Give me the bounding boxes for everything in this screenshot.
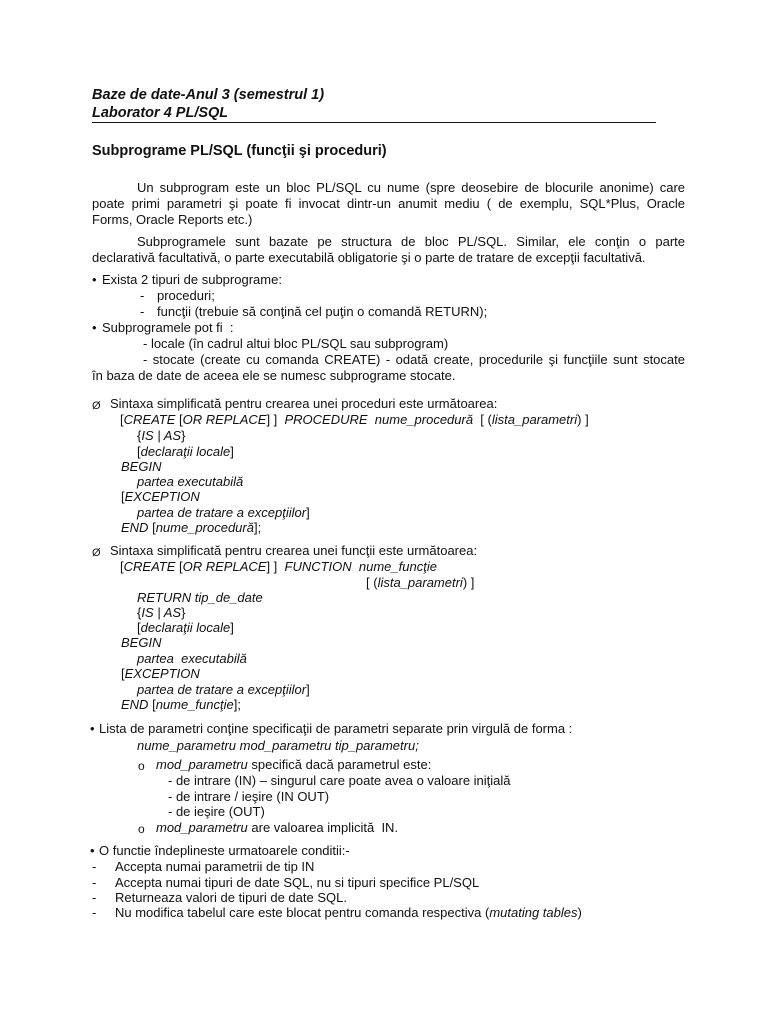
- kinds-intro: Subprogramele pot fi :: [102, 320, 234, 335]
- types-dash-2: -: [140, 304, 145, 319]
- function-syntax-line-is-as: {IS | AS}: [137, 605, 186, 620]
- function-syntax-line-declarations: [declaraţii locale]: [137, 620, 234, 635]
- intro-p1-line1: Un subprogram este un bloc PL/SQL cu nume (spre deosebire de blocurile anonime) care: [137, 180, 685, 195]
- header-lab: Laborator 4 PL/SQL: [92, 105, 229, 121]
- function-syntax-line-params: [ (lista_parametri) ]: [366, 575, 475, 590]
- params-circle-1: o: [138, 759, 145, 773]
- params-default-line: mod_parametru are valoarea implicită IN.: [156, 820, 399, 835]
- intro-p2-line2: declarativă facultativă, o parte executabilă obligatorie şi o parte de tratare de excepţii facultativă.: [92, 250, 646, 265]
- params-mod-line: mod_parametru specifică dacă parametrul este:: [156, 757, 432, 772]
- conditions-dash-1: -: [92, 859, 97, 874]
- procedure-syntax-line-handler: partea de tratare a excepţiilor]: [137, 505, 310, 520]
- function-marker: Ø: [92, 547, 101, 559]
- types-bullet: •: [92, 272, 97, 287]
- conditions-dash-3: -: [92, 890, 97, 905]
- params-circle-2: o: [138, 822, 145, 836]
- types-item-functions: funcţii (trebuie să conţină cel puţin o comandă RETURN);: [157, 304, 488, 319]
- params-mode-in-out: - de intrare / ieşire (IN OUT): [168, 789, 330, 804]
- function-syntax-intro: Sintaxa simplificată pentru crearea unei funcţii este următoarea:: [110, 543, 478, 558]
- function-syntax-line-create: [CREATE [OR REPLACE] ] FUNCTION nume_funcţie: [120, 559, 437, 574]
- procedure-syntax-line-create: [CREATE [OR REPLACE] ] PROCEDURE nume_procedură [ (lista_parametri) ]: [120, 412, 589, 427]
- procedure-syntax-line-executable: partea executabilă: [137, 474, 244, 489]
- conditions-dash-4: -: [92, 905, 97, 920]
- kinds-item-stored: - stocate (create cu comanda CREATE) - odată create, procedurile şi funcţiile sunt stocate: [143, 352, 685, 367]
- intro-p2-line1: Subprogramele sunt bazate pe structura de bloc PL/SQL. Similar, ele conţin o parte: [137, 234, 685, 249]
- conditions-item-4: Nu modifica tabelul care este blocat pentru comanda respectiva (mutating tables): [115, 905, 582, 920]
- procedure-syntax-line-begin: BEGIN: [121, 459, 162, 474]
- header-rule: [92, 122, 656, 123]
- conditions-item-1: Accepta numai parametrii de tip IN: [115, 859, 315, 874]
- conditions-item-3: Returneaza valori de tipuri de date SQL.: [115, 890, 347, 905]
- procedure-syntax-line-exception: [EXCEPTION: [121, 489, 200, 504]
- kinds-item-local: - locale (în cadrul altui bloc PL/SQL sau subprogram): [143, 336, 449, 351]
- kinds-bullet: •: [92, 320, 97, 335]
- types-dash-1: -: [140, 288, 145, 303]
- kinds-item-stored-cont: în baza de date de aceea ele se numesc subprograme stocate.: [92, 368, 456, 383]
- function-syntax-line-handler: partea de tratare a excepţiilor]: [137, 682, 310, 697]
- function-syntax-line-return: RETURN tip_de_date: [137, 590, 263, 605]
- conditions-bullet: •: [90, 843, 95, 858]
- function-syntax-line-begin: BEGIN: [121, 635, 162, 650]
- procedure-marker: Ø: [92, 400, 101, 412]
- function-syntax-line-executable: partea executabilă: [137, 651, 247, 666]
- params-form: nume_parametru mod_parametru tip_parametru;: [137, 738, 419, 753]
- conditions-intro: O functie îndeplineste urmatoarele conditii:-: [99, 843, 350, 858]
- function-syntax-line-end: END [nume_funcţie];: [121, 697, 241, 712]
- params-bullet: •: [90, 721, 95, 736]
- procedure-syntax-line-declarations: [declaraţii locale]: [137, 444, 234, 459]
- params-intro: Lista de parametri conţine specificaţii de parametri separate prin virgulă de forma :: [99, 721, 573, 736]
- types-item-procedures: proceduri;: [157, 288, 215, 303]
- procedure-syntax-intro: Sintaxa simplificată pentru crearea unei proceduri este următoarea:: [110, 396, 498, 411]
- params-mode-in: - de intrare (IN) – singurul care poate avea o valoare iniţială: [168, 773, 511, 788]
- procedure-syntax-line-is-as: {IS | AS}: [137, 428, 186, 443]
- intro-p1-line2: poate primi parametri şi poate fi invocat dintr-un anumit mediu ( de exemplu, SQL*Plus, Oracle: [92, 196, 685, 211]
- header-course: Baze de date-Anul 3 (semestrul 1): [92, 87, 325, 103]
- function-syntax-line-exception: [EXCEPTION: [121, 666, 200, 681]
- intro-p1-line3: Forms, Oracle Reports etc.): [92, 212, 253, 227]
- conditions-dash-2: -: [92, 875, 97, 890]
- page-title: Subprograme PL/SQL (funcţii şi proceduri): [92, 143, 387, 159]
- params-mode-out: - de ieşire (OUT): [168, 804, 265, 819]
- types-intro: Exista 2 tipuri de subprograme:: [102, 272, 282, 287]
- procedure-syntax-line-end: END [nume_procedură];: [121, 520, 262, 535]
- conditions-item-2: Accepta numai tipuri de date SQL, nu si tipuri specifice PL/SQL: [115, 875, 480, 890]
